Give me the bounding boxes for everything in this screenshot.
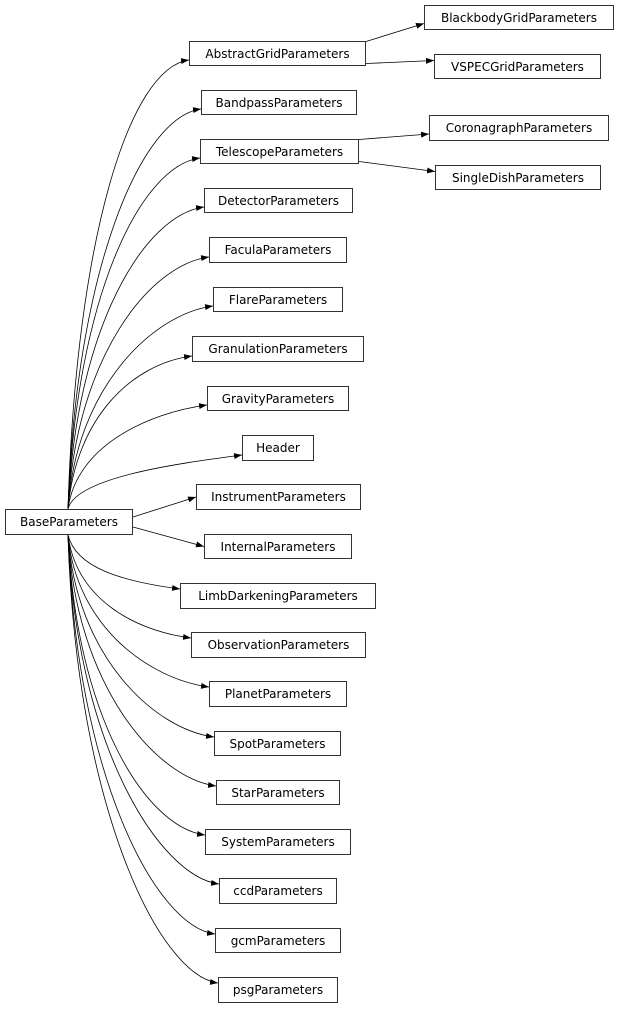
- edge-baseparameters-to-telescopeparameters: [68, 158, 200, 509]
- class-node-limbdarkeningparameters[interactable]: LimbDarkeningParameters: [180, 583, 376, 609]
- edge-abstractgridparameters-to-blackbodygridparameters: [366, 24, 424, 42]
- class-node-spotparameters[interactable]: SpotParameters: [214, 731, 341, 756]
- class-node-observationparameters[interactable]: ObservationParameters: [191, 632, 366, 658]
- class-node-flareparameters[interactable]: FlareParameters: [213, 287, 343, 312]
- edge-telescopeparameters-to-coronagraphparameters: [359, 134, 429, 140]
- class-node-detectorparameters[interactable]: DetectorParameters: [204, 188, 353, 213]
- class-node-internalparameters[interactable]: InternalParameters: [204, 534, 352, 559]
- class-node-faculaparameters[interactable]: FaculaParameters: [209, 237, 347, 263]
- class-node-bandpassparameters[interactable]: BandpassParameters: [201, 90, 357, 115]
- edge-baseparameters-to-internalparameters: [133, 527, 204, 547]
- class-node-granulationparameters[interactable]: GranulationParameters: [192, 336, 364, 362]
- edge-baseparameters-to-bandpassparameters: [68, 109, 201, 509]
- class-node-blackbodygridparameters[interactable]: BlackbodyGridParameters: [424, 5, 614, 30]
- edge-abstractgridparameters-to-vspecgridparameters: [366, 61, 434, 64]
- class-node-gcmparameters[interactable]: gcmParameters: [215, 928, 341, 953]
- edge-baseparameters-to-observationparameters: [68, 535, 191, 638]
- class-node-vspecgridparameters[interactable]: VSPECGridParameters: [434, 54, 601, 79]
- class-node-coronagraphparameters[interactable]: CoronagraphParameters: [429, 115, 609, 141]
- class-node-psgparameters[interactable]: psgParameters: [218, 977, 338, 1003]
- class-node-header[interactable]: Header: [242, 435, 314, 461]
- edge-baseparameters-to-granulationparameters: [68, 356, 192, 509]
- edge-baseparameters-to-abstractgridparameters: [68, 60, 189, 509]
- class-node-baseparameters[interactable]: BaseParameters: [5, 509, 133, 535]
- class-node-gravityparameters[interactable]: GravityParameters: [207, 386, 349, 411]
- class-node-systemparameters[interactable]: SystemParameters: [205, 829, 351, 855]
- class-node-singledishparameters[interactable]: SingleDishParameters: [435, 165, 601, 190]
- class-node-ccdparameters[interactable]: ccdParameters: [219, 878, 337, 904]
- class-node-abstractgridparameters[interactable]: AbstractGridParameters: [189, 41, 366, 66]
- edge-telescopeparameters-to-singledishparameters: [359, 162, 435, 172]
- edge-baseparameters-to-planetparameters: [68, 535, 209, 687]
- class-node-planetparameters[interactable]: PlanetParameters: [209, 681, 347, 707]
- edge-baseparameters-to-instrumentparameters: [133, 497, 196, 517]
- class-node-starparameters[interactable]: StarParameters: [216, 780, 340, 805]
- edge-baseparameters-to-gravityparameters: [68, 405, 207, 509]
- class-node-instrumentparameters[interactable]: InstrumentParameters: [196, 484, 361, 510]
- class-node-telescopeparameters[interactable]: TelescopeParameters: [200, 139, 359, 164]
- edge-baseparameters-to-faculaparameters: [68, 257, 209, 509]
